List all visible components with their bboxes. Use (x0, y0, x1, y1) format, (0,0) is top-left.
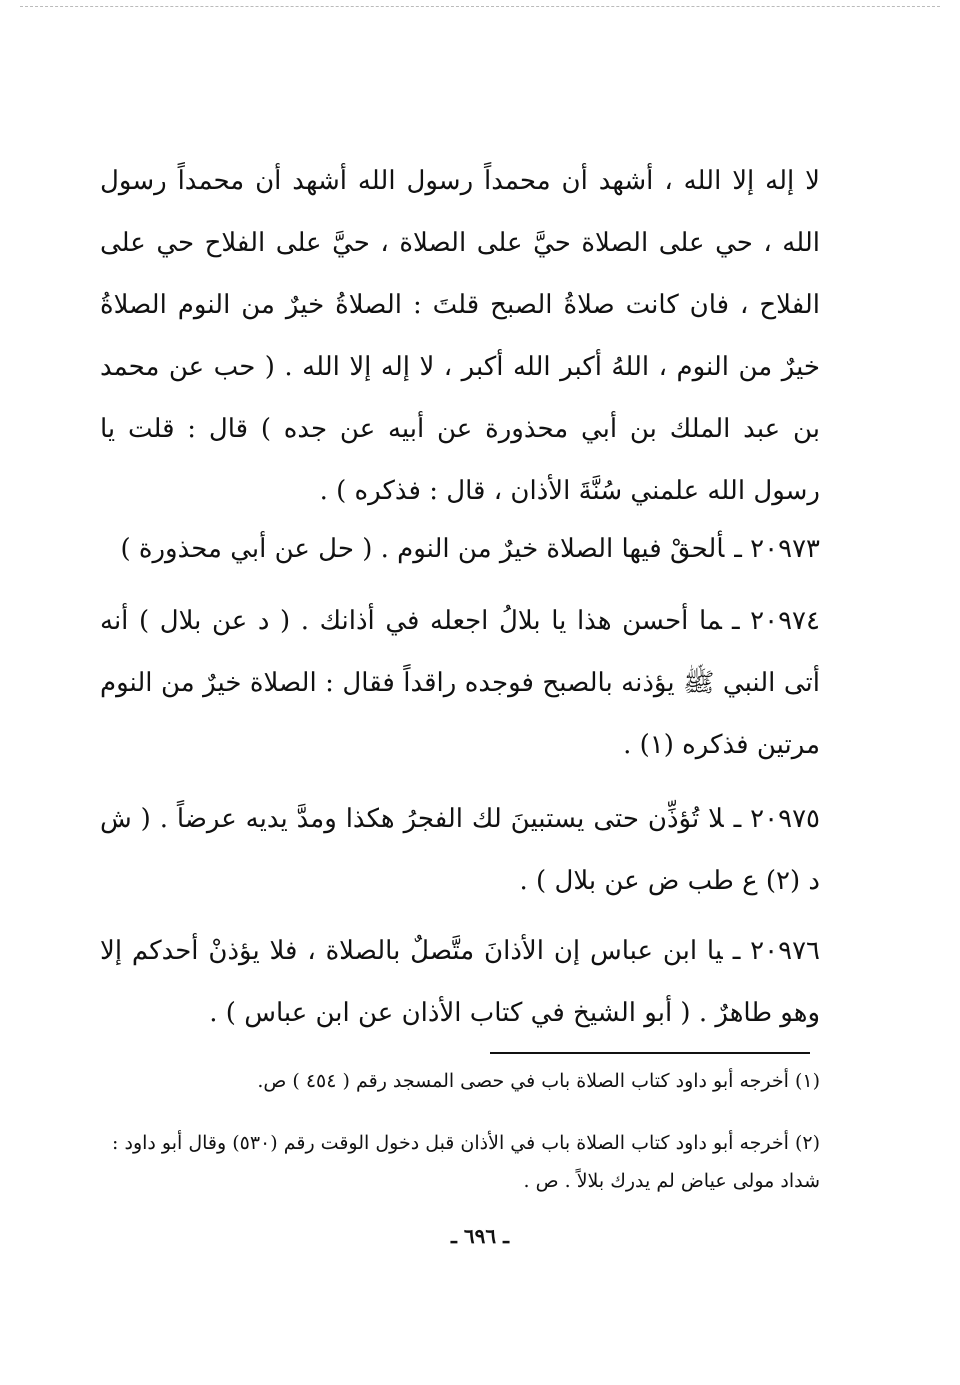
hadith-number: ٢٠٩٧٣ ـ (734, 534, 820, 564)
hadith-entry (100, 920, 820, 1044)
footnote-marker: (٢) (794, 1132, 820, 1154)
hadith-number: ٢٠٩٧٦ ـ (732, 936, 820, 966)
hadith-entry (100, 590, 820, 776)
hadith-entry (100, 518, 820, 580)
footnote (100, 1124, 820, 1200)
footnote-text: أخرجه أبو داود كتاب الصلاة باب في حصى المسجد رقم ( ٤٥٤ ) ص. (257, 1070, 789, 1092)
footnote-marker: (١) (794, 1070, 820, 1092)
intro-paragraph: لا إله إلا الله ، أشهد أن محمداً رسول الله أشهد أن محمداً رسول الله ، حي على الصلاة حيَّ على الصلاة ، حيَّ على الفلاح حي على الفلاح ، فان كانت صلاةُ الصبح قلتَ : الصلاةُ خيرٌ من النوم الصلاةُ خيرٌ من النوم ، اللهُ أكبر الله أكبر ، لا إله إلا الله . ( حب عن محمد بن عبد الملك بن أبي محذورة عن أبيه عن جده ) قال : قلت يا رسول الله علمني سُنَّةَ الأذان ، قال : فذكره ) . (100, 166, 820, 506)
hadith-number: ٢٠٩٧٥ ـ (733, 804, 820, 834)
hadith-entry (100, 788, 820, 912)
hadith-text: يا ابن عباس إن الأذانَ متَّصلٌ بالصلاة ، فلا يؤذنْ أحدكم إلا وهو طاهرٌ . ( أبو الشيخ في كتاب الأذان عن ابن عباس ) . (100, 936, 820, 1028)
footnote-text: أخرجه أبو داود كتاب الصلاة باب في الأذان قبل دخول الوقت رقم (٥٣٠) وقال أبو داود : شداد مولى عياض لم يدرك بلالاً . ص . (112, 1132, 820, 1192)
hadith-number: ٢٠٩٧٤ ـ (731, 606, 820, 636)
hadith-text: ما أحسن هذا يا بلالُ اجعله في أذانك . ( د عن بلال ) أنه أتى النبي ﷺ يؤذنه بالصبح فوجده راقداً فقال : الصلاة خيرٌ من النوم مرتين فذكره (١) . (100, 606, 820, 760)
page-number: ـ ٦٩٦ ـ (451, 1224, 509, 1248)
hadith-text: ألحقْ فيها الصلاة خيرٌ من النوم . ( حل عن أبي محذورة ) (120, 534, 725, 564)
hadith-text: لا تُؤذِّن حتى يستبينَ لك الفجرُ هكذا ومدَّ يديه عرضاً . ( ش د (٢) ع طب ض عن بلال ) . (100, 804, 820, 896)
top-divider (20, 6, 940, 7)
footnote (100, 1062, 820, 1100)
footnote-divider (490, 1052, 810, 1054)
